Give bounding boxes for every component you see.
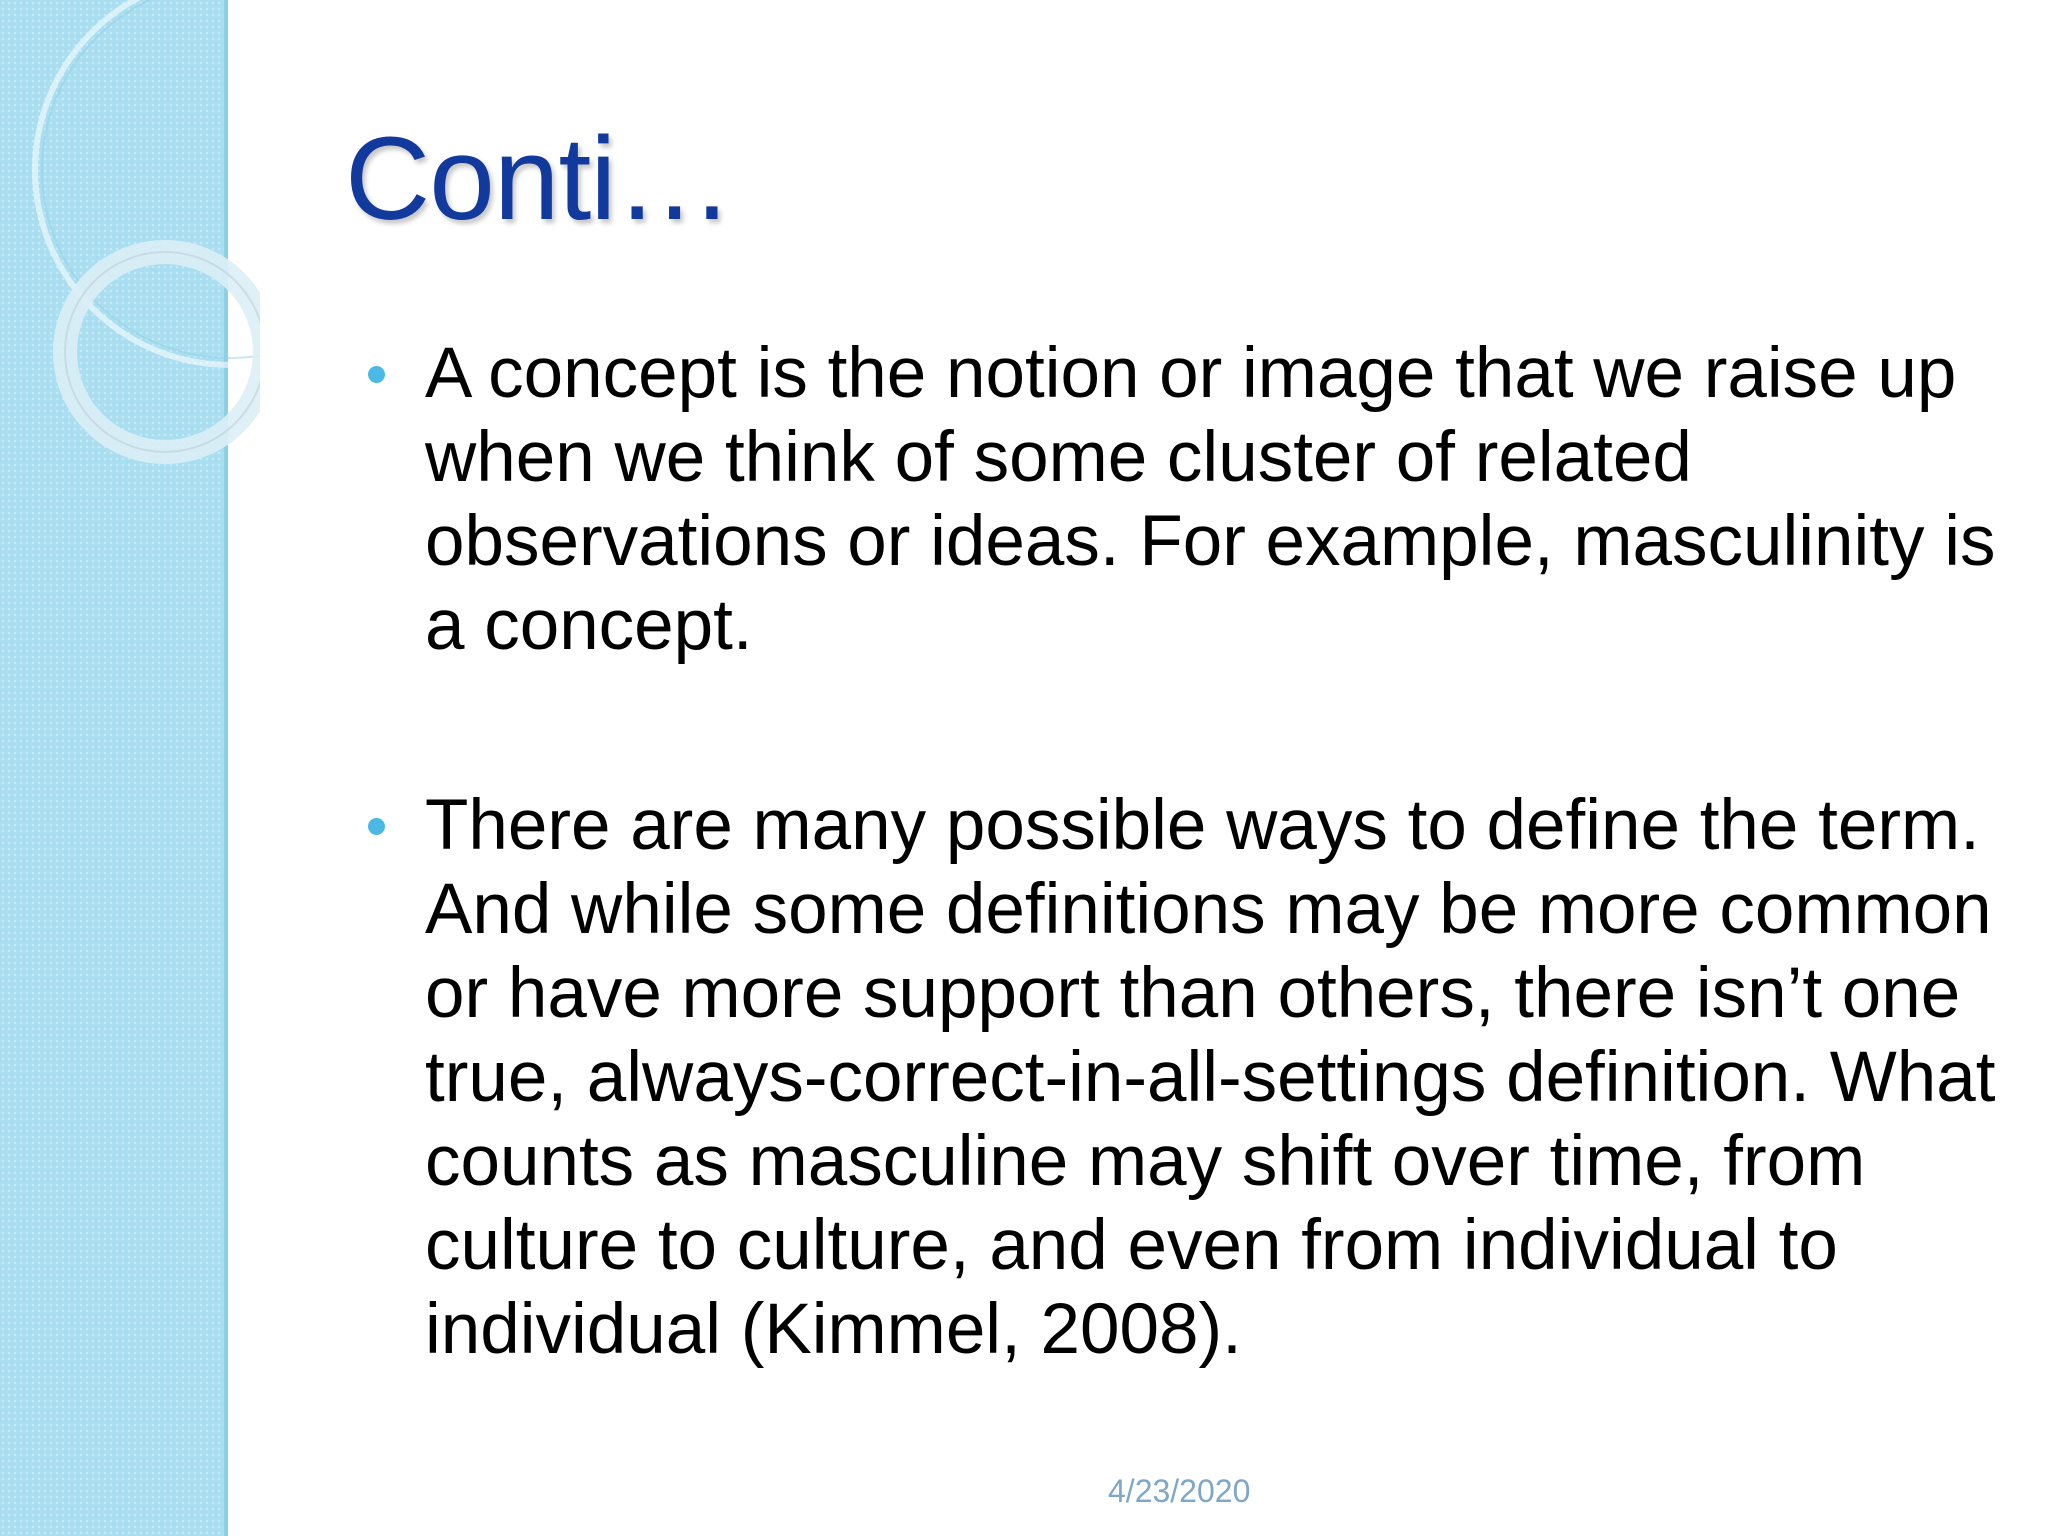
bullet-item	[360, 332, 2000, 668]
bullet-item	[360, 784, 2000, 1372]
bullet-dot-icon	[368, 366, 385, 383]
ring-decoration	[0, 0, 260, 560]
bullet-dot-icon	[368, 818, 385, 835]
bullet-list	[360, 332, 2000, 1372]
bullet-text: There are many possible ways to define the term. And while some definitions may be more common or have more support than others, there isn’t one true, always-correct-in-all-settings definition. What counts as masculine may shift over time, from culture to culture, and even from individual to individual (Kimmel, 2008).	[425, 786, 1996, 1369]
bullet-text: A concept is the notion or image that we raise up when we think of some cluster of related observations or ideas. For example, masculinity is a concept.	[425, 334, 1996, 665]
footer-date: 4/23/2020	[1108, 1473, 1251, 1509]
slide-title: Conti…	[345, 113, 733, 245]
